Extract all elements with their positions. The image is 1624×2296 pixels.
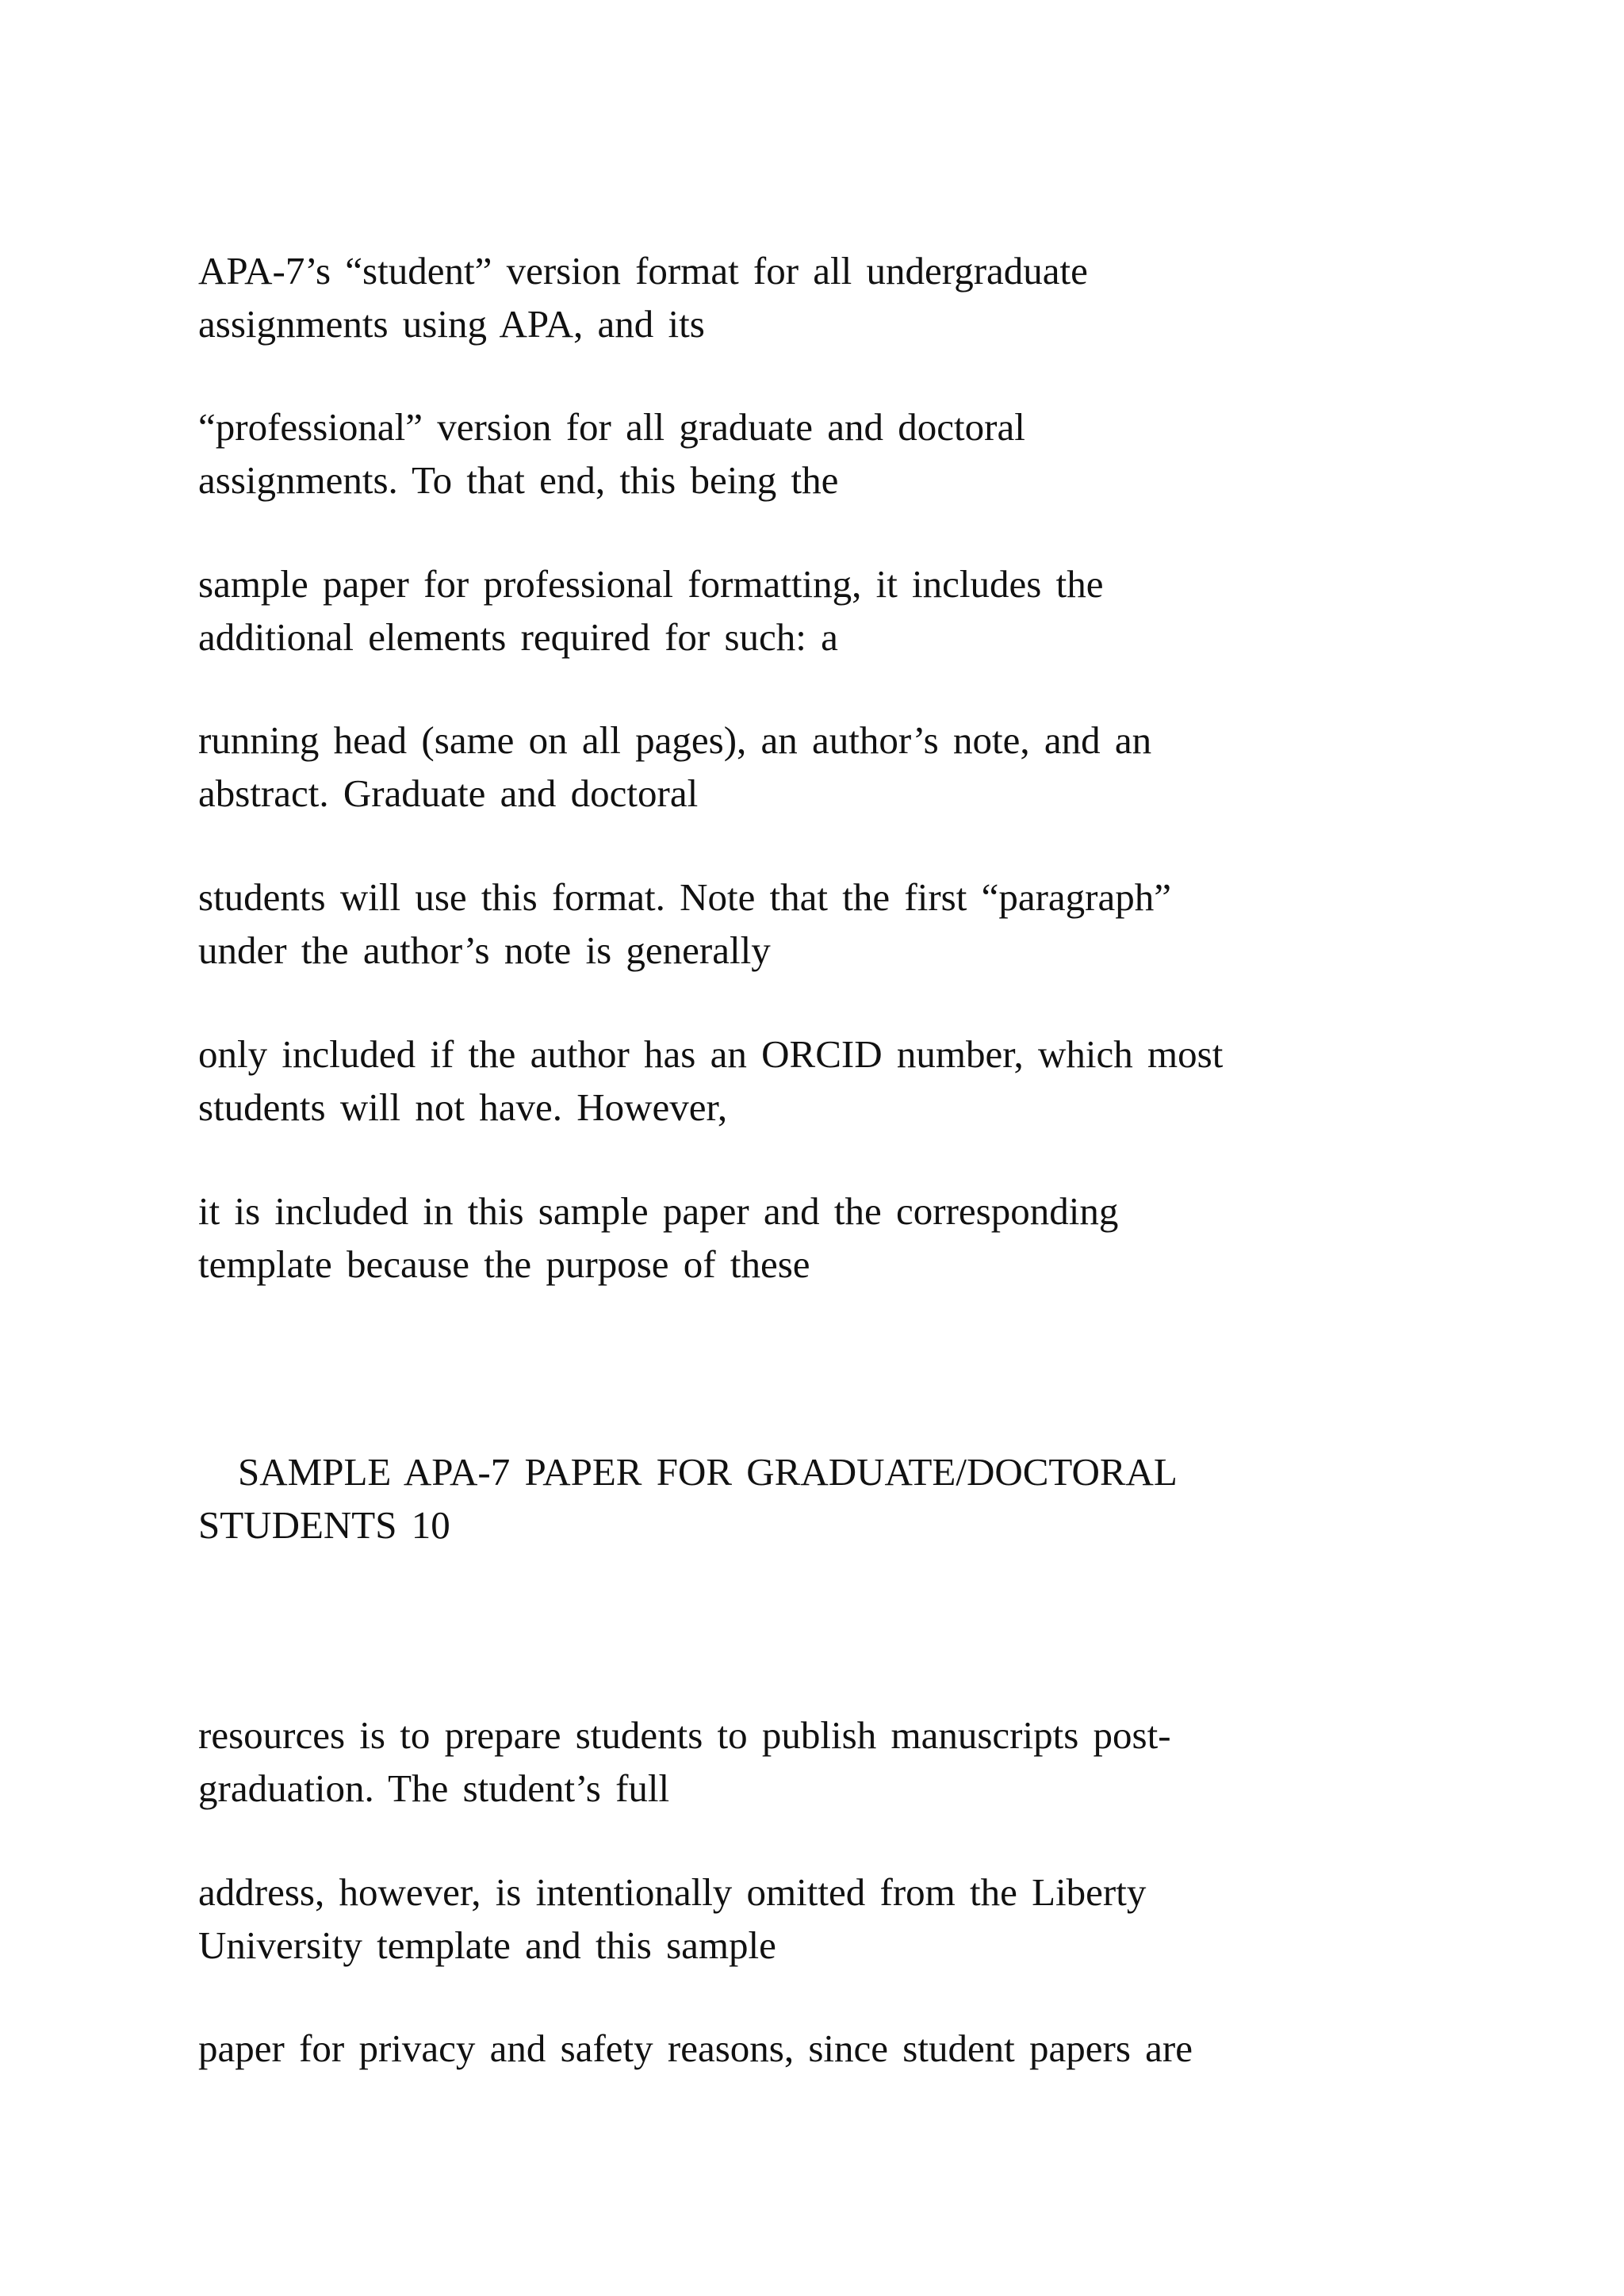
running-head-title: SAMPLE APA-7 PAPER FOR GRADUATE/DOCTORAL <box>238 1450 1178 1494</box>
paragraph-line: template because the purpose of these <box>198 1242 810 1286</box>
paragraph-line: University template and this sample <box>198 1923 776 1967</box>
paragraph-line: only included if the author has an ORCID number, which most <box>198 1032 1224 1076</box>
paragraph-line: running head (same on all pages), an author’s note, and an <box>198 718 1152 762</box>
paragraph-line: APA-7’s “student” version format for all undergraduate <box>198 249 1088 293</box>
paragraph-line: additional elements required for such: a <box>198 615 838 659</box>
paragraph-line: abstract. Graduate and doctoral <box>198 771 699 815</box>
paragraph-address <box>198 1866 1467 1972</box>
paragraph-resources <box>198 1709 1467 1815</box>
paragraph-line: sample paper for professional formatting, it includes the <box>198 562 1104 606</box>
paragraph-running-head <box>198 714 1467 820</box>
paragraph-included <box>198 1184 1467 1291</box>
paragraph-sample-paper <box>198 557 1467 664</box>
paragraph-line: paper for privacy and safety reasons, since student papers are <box>198 2026 1193 2070</box>
paragraph-line: assignments. To that end, this being the <box>198 458 839 502</box>
paragraph-privacy <box>198 2022 1467 2075</box>
page-running-head <box>198 1445 1467 1552</box>
paragraph-line: assignments using APA, and its <box>198 302 705 346</box>
paragraph-line: address, however, is intentionally omitted from the Liberty <box>198 1870 1147 1914</box>
paragraph-line: graduation. The student’s full <box>198 1766 670 1810</box>
paragraph-line: students will use this format. Note that the first “paragraph” <box>198 875 1171 919</box>
paragraph-line: it is included in this sample paper and the corresponding <box>198 1189 1119 1233</box>
paragraph-line: under the author’s note is generally <box>198 928 771 972</box>
paragraph-students-format <box>198 871 1467 977</box>
running-head-page-number: STUDENTS 10 <box>198 1503 450 1547</box>
paragraph-line: resources is to prepare students to publish manuscripts post- <box>198 1713 1171 1757</box>
paragraph-line: students will not have. However, <box>198 1085 728 1129</box>
paragraph-apa-versions <box>198 244 1467 350</box>
paragraph-orcid <box>198 1027 1467 1134</box>
paragraph-line: “professional” version for all graduate and doctoral <box>198 405 1025 449</box>
paragraph-professional-version <box>198 400 1467 507</box>
